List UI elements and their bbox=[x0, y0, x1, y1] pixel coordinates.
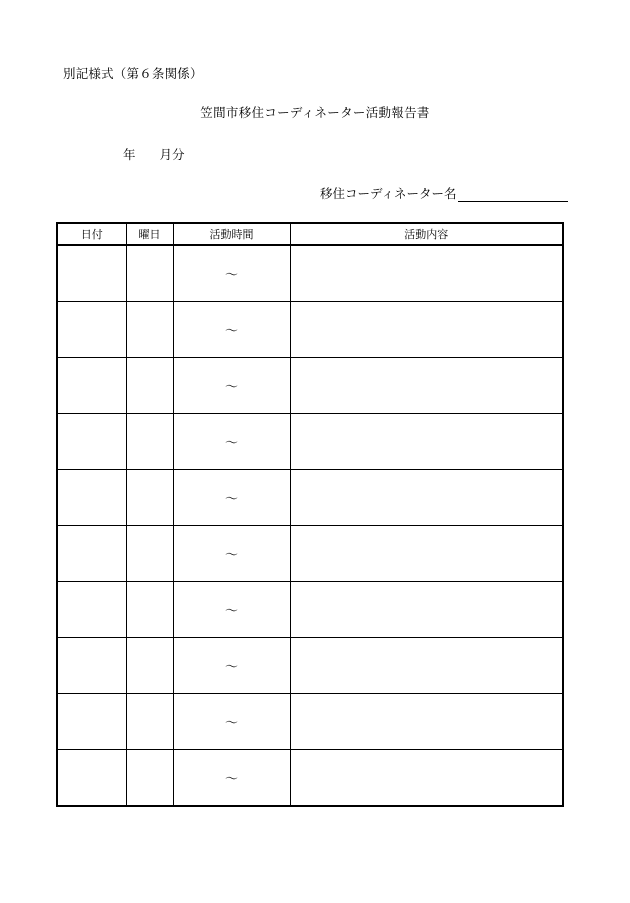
table-row bbox=[57, 694, 563, 750]
time-range-separator: ～ bbox=[224, 268, 238, 283]
table-row bbox=[57, 245, 563, 302]
time-range-separator: ～ bbox=[224, 716, 238, 731]
date-cell[interactable] bbox=[57, 526, 126, 582]
activity-time-cell[interactable] bbox=[173, 750, 290, 807]
date-cell[interactable] bbox=[57, 358, 126, 414]
activity-content-cell[interactable] bbox=[290, 638, 563, 694]
date-cell[interactable] bbox=[57, 245, 126, 302]
time-range-separator: ～ bbox=[224, 324, 238, 339]
activity-content-cell[interactable] bbox=[290, 302, 563, 358]
weekday-cell[interactable] bbox=[126, 526, 173, 582]
column-header-date: 日付 bbox=[57, 223, 126, 245]
time-range-separator: ～ bbox=[224, 772, 238, 787]
table-row bbox=[57, 750, 563, 807]
activity-content-cell[interactable] bbox=[290, 582, 563, 638]
activity-time-cell[interactable] bbox=[173, 302, 290, 358]
table-row bbox=[57, 302, 563, 358]
time-range-separator: ～ bbox=[224, 660, 238, 675]
coordinator-label: 移住コーディネーター名 bbox=[320, 186, 457, 201]
weekday-cell[interactable] bbox=[126, 470, 173, 526]
date-cell[interactable] bbox=[57, 638, 126, 694]
table-row bbox=[57, 414, 563, 470]
table-header-row bbox=[57, 223, 563, 245]
activity-content-cell[interactable] bbox=[290, 470, 563, 526]
weekday-cell[interactable] bbox=[126, 694, 173, 750]
year-label: 年 bbox=[123, 147, 136, 162]
table-body bbox=[57, 245, 563, 806]
activity-time-cell[interactable] bbox=[173, 638, 290, 694]
column-header-activity-content: 活動内容 bbox=[290, 223, 563, 245]
date-cell[interactable] bbox=[57, 302, 126, 358]
table-row bbox=[57, 638, 563, 694]
activity-time-cell[interactable] bbox=[173, 526, 290, 582]
activity-time-cell[interactable] bbox=[173, 582, 290, 638]
weekday-cell[interactable] bbox=[126, 302, 173, 358]
activity-content-cell[interactable] bbox=[290, 245, 563, 302]
time-range-separator: ～ bbox=[224, 436, 238, 451]
date-cell[interactable] bbox=[57, 694, 126, 750]
activity-time-cell[interactable] bbox=[173, 470, 290, 526]
activity-time-cell[interactable] bbox=[173, 694, 290, 750]
activity-content-cell[interactable] bbox=[290, 526, 563, 582]
time-range-separator: ～ bbox=[224, 380, 238, 395]
table-row bbox=[57, 582, 563, 638]
weekday-cell[interactable] bbox=[126, 414, 173, 470]
time-range-separator: ～ bbox=[224, 548, 238, 563]
time-range-separator: ～ bbox=[224, 492, 238, 507]
activity-time-cell[interactable] bbox=[173, 358, 290, 414]
activity-content-cell[interactable] bbox=[290, 414, 563, 470]
form-label: 別記様式（第６条関係） bbox=[63, 66, 203, 81]
activity-time-cell[interactable] bbox=[173, 245, 290, 302]
date-cell[interactable] bbox=[57, 414, 126, 470]
date-cell[interactable] bbox=[57, 750, 126, 807]
weekday-cell[interactable] bbox=[126, 582, 173, 638]
activity-content-cell[interactable] bbox=[290, 694, 563, 750]
month-label: 月分 bbox=[159, 147, 185, 162]
weekday-cell[interactable] bbox=[126, 245, 173, 302]
coordinator-name-field bbox=[320, 184, 568, 202]
weekday-cell[interactable] bbox=[126, 750, 173, 807]
date-cell[interactable] bbox=[57, 582, 126, 638]
weekday-cell[interactable] bbox=[126, 358, 173, 414]
activity-time-cell[interactable] bbox=[173, 414, 290, 470]
table-row bbox=[57, 526, 563, 582]
document-title: 笠間市移住コーディネーター活動報告書 bbox=[200, 105, 430, 120]
date-cell[interactable] bbox=[57, 470, 126, 526]
coordinator-name-line[interactable] bbox=[458, 187, 568, 202]
table-row bbox=[57, 470, 563, 526]
activity-content-cell[interactable] bbox=[290, 750, 563, 807]
activity-report-table bbox=[56, 222, 564, 807]
report-period bbox=[123, 145, 185, 163]
table-row bbox=[57, 358, 563, 414]
column-header-weekday: 曜日 bbox=[126, 223, 173, 245]
activity-content-cell[interactable] bbox=[290, 358, 563, 414]
column-header-activity-time: 活動時間 bbox=[173, 223, 290, 245]
time-range-separator: ～ bbox=[224, 604, 238, 619]
weekday-cell[interactable] bbox=[126, 638, 173, 694]
